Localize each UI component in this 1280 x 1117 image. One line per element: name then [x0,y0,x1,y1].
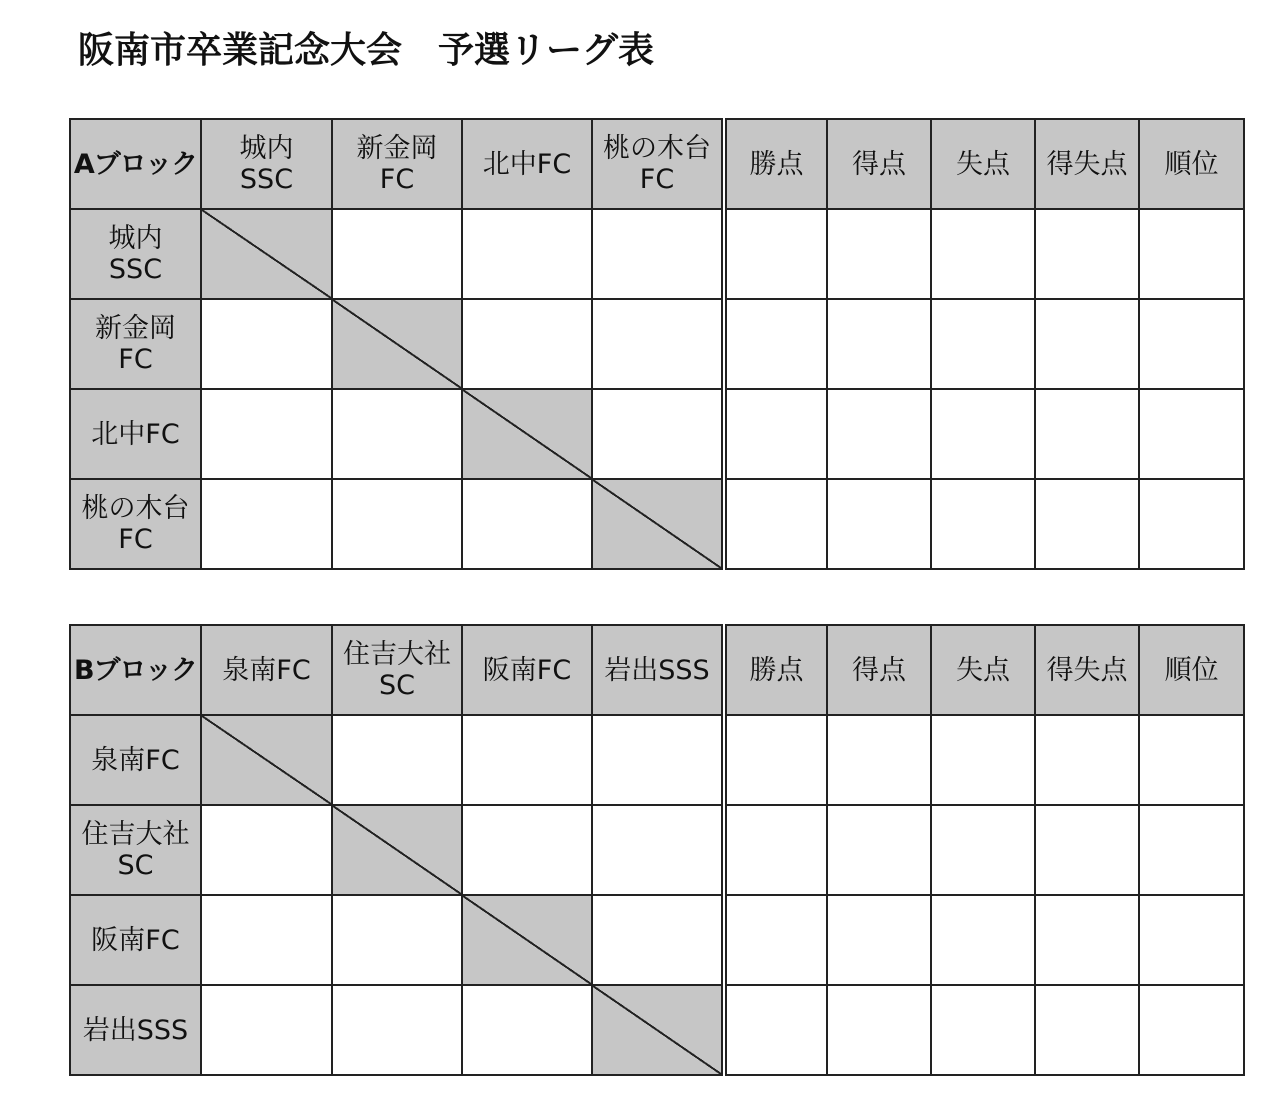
result-cell[interactable] [592,389,724,479]
result-cell[interactable] [201,985,332,1075]
rank-cell[interactable] [1139,715,1244,805]
rank-column-header: 順位 [1139,625,1244,715]
points-cell[interactable] [724,299,827,389]
team-row [70,389,1244,479]
result-cell[interactable] [462,209,592,299]
points-cell[interactable] [724,895,827,985]
result-cell[interactable] [332,209,462,299]
team-row-header: 泉南FC [70,715,201,805]
goals-against-column-header: 失点 [931,119,1035,209]
goal-difference-cell[interactable] [1035,805,1139,895]
team-column-header: 北中FC [462,119,592,209]
goals-against-column-header: 失点 [931,625,1035,715]
result-cell[interactable] [201,895,332,985]
team-row-header: 阪南FC [70,895,201,985]
team-row-header: 岩出SSS [70,985,201,1075]
goals-against-cell[interactable] [931,715,1035,805]
points-cell[interactable] [724,805,827,895]
goals-for-cell[interactable] [827,479,931,569]
rank-cell[interactable] [1139,209,1244,299]
team-column-header: 桃の木台 FC [592,119,724,209]
result-cell[interactable] [332,715,462,805]
goals-against-cell[interactable] [931,805,1035,895]
points-cell[interactable] [724,985,827,1075]
result-cell[interactable] [462,479,592,569]
goal-difference-cell[interactable] [1035,389,1139,479]
diagonal-cell [592,479,724,569]
points-cell[interactable] [724,715,827,805]
block-b-league-table [69,624,1245,1076]
result-cell[interactable] [332,389,462,479]
result-cell[interactable] [592,209,724,299]
result-cell[interactable] [201,805,332,895]
rank-column-header: 順位 [1139,119,1244,209]
goal-difference-cell[interactable] [1035,299,1139,389]
result-cell[interactable] [462,299,592,389]
goals-against-cell[interactable] [931,209,1035,299]
goal-difference-cell[interactable] [1035,715,1139,805]
team-row [70,715,1244,805]
team-row [70,805,1244,895]
goal-difference-cell[interactable] [1035,209,1139,299]
team-row-header: 城内 SSC [70,209,201,299]
result-cell[interactable] [462,985,592,1075]
goals-against-cell[interactable] [931,299,1035,389]
block-name: Bブロック [70,625,201,715]
rank-cell[interactable] [1139,479,1244,569]
team-column-header: 城内 SSC [201,119,332,209]
goal-difference-cell[interactable] [1035,895,1139,985]
team-column-header: 阪南FC [462,625,592,715]
goals-against-cell[interactable] [931,389,1035,479]
result-cell[interactable] [201,299,332,389]
goals-for-cell[interactable] [827,299,931,389]
team-row [70,479,1244,569]
points-column-header: 勝点 [724,119,827,209]
diagonal-cell [332,299,462,389]
block-name: Aブロック [70,119,201,209]
result-cell[interactable] [462,805,592,895]
goal-difference-cell[interactable] [1035,479,1139,569]
points-cell[interactable] [724,389,827,479]
points-column-header: 勝点 [724,625,827,715]
result-cell[interactable] [332,985,462,1075]
block-a-league-table [69,118,1245,570]
team-column-header: 新金岡 FC [332,119,462,209]
result-cell[interactable] [201,389,332,479]
goals-for-column-header: 得点 [827,119,931,209]
diagonal-cell [592,985,724,1075]
team-row-header: 北中FC [70,389,201,479]
goals-for-column-header: 得点 [827,625,931,715]
result-cell[interactable] [592,805,724,895]
goals-for-cell[interactable] [827,389,931,479]
result-cell[interactable] [592,895,724,985]
team-row [70,985,1244,1075]
goal-difference-column-header: 得失点 [1035,119,1139,209]
team-row [70,895,1244,985]
diagonal-cell [462,895,592,985]
result-cell[interactable] [332,895,462,985]
team-row [70,299,1244,389]
points-cell[interactable] [724,209,827,299]
goals-against-cell[interactable] [931,479,1035,569]
result-cell[interactable] [201,479,332,569]
rank-cell[interactable] [1139,805,1244,895]
team-row [70,209,1244,299]
goal-difference-column-header: 得失点 [1035,625,1139,715]
goals-for-cell[interactable] [827,715,931,805]
diagonal-cell [201,715,332,805]
result-cell[interactable] [592,715,724,805]
team-column-header: 泉南FC [201,625,332,715]
diagonal-cell [462,389,592,479]
goal-difference-cell[interactable] [1035,985,1139,1075]
result-cell[interactable] [332,479,462,569]
goals-for-cell[interactable] [827,895,931,985]
rank-cell[interactable] [1139,299,1244,389]
rank-cell[interactable] [1139,895,1244,985]
header-row [70,625,1244,715]
goals-for-cell[interactable] [827,985,931,1075]
team-column-header: 岩出SSS [592,625,724,715]
points-cell[interactable] [724,479,827,569]
result-cell[interactable] [592,299,724,389]
goals-against-cell[interactable] [931,985,1035,1075]
rank-cell[interactable] [1139,985,1244,1075]
result-cell[interactable] [462,715,592,805]
goals-against-cell[interactable] [931,895,1035,985]
team-row-header: 住吉大社 SC [70,805,201,895]
team-row-header: 桃の木台 FC [70,479,201,569]
diagonal-cell [201,209,332,299]
rank-cell[interactable] [1139,389,1244,479]
goals-for-cell[interactable] [827,209,931,299]
diagonal-cell [332,805,462,895]
team-column-header: 住吉大社 SC [332,625,462,715]
page-title: 阪南市卒業記念大会 予選リーグ表 [78,30,655,71]
goals-for-cell[interactable] [827,805,931,895]
team-row-header: 新金岡 FC [70,299,201,389]
header-row [70,119,1244,209]
